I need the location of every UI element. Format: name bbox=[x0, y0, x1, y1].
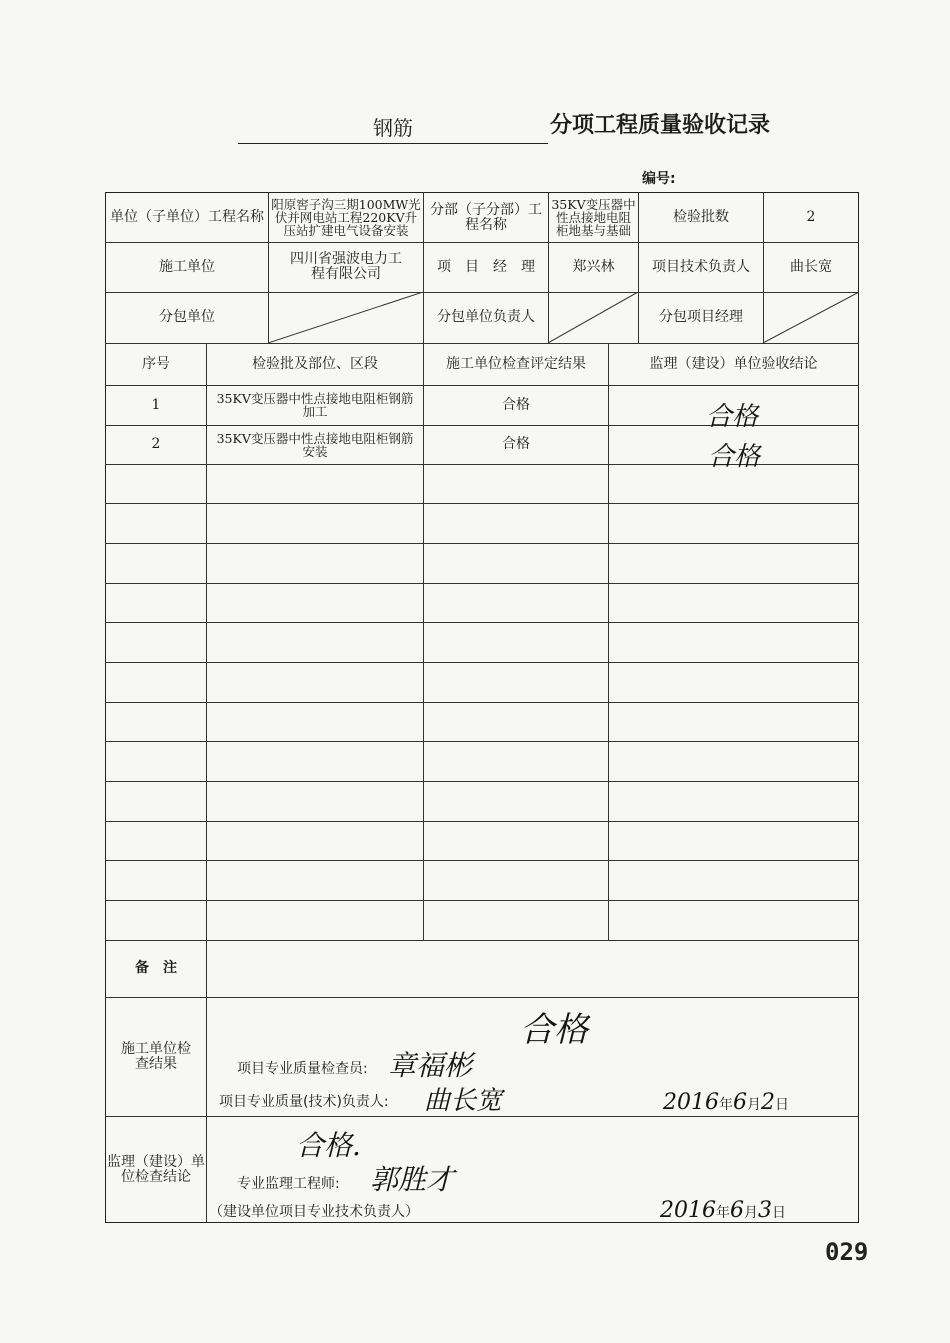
divider bbox=[638, 192, 639, 343]
divider bbox=[105, 583, 859, 584]
batch-count-value: 2 bbox=[806, 209, 816, 225]
remarks-label: 备 注 bbox=[135, 960, 177, 976]
unit-value: 阳原窖子沟三期100MW光伏并网电站工程220KV升压站扩建电气设备安装 bbox=[271, 197, 421, 238]
inspector-label: 项目专业质量检查员: bbox=[237, 1061, 368, 1077]
tech-lead-value: 曲长宽 bbox=[790, 258, 832, 275]
supervising-engineer-label: 专业监理工程师: bbox=[237, 1176, 340, 1192]
construction-date-day: 2 bbox=[761, 1090, 775, 1115]
supervision-date bbox=[660, 1198, 786, 1223]
divider bbox=[105, 503, 859, 504]
row-2-conclusion-handwritten: 合格 bbox=[708, 442, 761, 472]
column-header-no: 序号 bbox=[142, 356, 170, 372]
row-2-result: 合格 bbox=[502, 436, 530, 452]
divider bbox=[105, 741, 859, 742]
supervision-check-label: 监理（建设）单位检查结论 bbox=[107, 1153, 205, 1185]
supervision-date-year: 2016 bbox=[660, 1198, 716, 1223]
divider bbox=[105, 622, 859, 623]
sub-pm-label: 分包项目经理 bbox=[659, 309, 743, 325]
pm-label: 项 目 经 理 bbox=[437, 258, 535, 275]
divider bbox=[105, 543, 859, 544]
supervision-date-day: 3 bbox=[758, 1198, 772, 1223]
quality-lead-signature: 曲长宽 bbox=[424, 1086, 503, 1116]
serial-label: 编号: bbox=[642, 171, 676, 187]
subcontractor-label: 分包单位 bbox=[159, 309, 215, 325]
empty-cell-slash bbox=[268, 292, 423, 343]
column-header-part: 检验批及部位、区段 bbox=[252, 356, 378, 372]
owner-tech-lead-note: （建设单位项目专业技术负责人） bbox=[209, 1204, 419, 1220]
month-char: 月 bbox=[747, 1097, 761, 1113]
batch-count-label: 检验批数 bbox=[673, 209, 729, 225]
row-2-no: 2 bbox=[151, 436, 161, 452]
row-2-part: 35KV变压器中性点接地电阻柜钢筋安装 bbox=[216, 430, 414, 459]
divider bbox=[423, 192, 424, 343]
supervision-sign-mark: 合格. bbox=[296, 1129, 361, 1162]
year-char: 年 bbox=[716, 1205, 730, 1221]
divider bbox=[105, 900, 859, 901]
divider bbox=[105, 702, 859, 703]
page-number: 029 bbox=[825, 1238, 869, 1266]
contractor-value: 四川省强波电力工程有限公司 bbox=[290, 251, 402, 282]
row-1-result: 合格 bbox=[502, 396, 530, 413]
divider bbox=[206, 343, 207, 940]
construction-date bbox=[663, 1090, 789, 1115]
supervising-engineer-signature: 郭胜才 bbox=[370, 1163, 455, 1196]
division-label: 分部（子分部）工程名称 bbox=[430, 201, 542, 233]
subtitle-field: 钢筋 bbox=[238, 112, 548, 144]
inspector-signature: 章福彬 bbox=[388, 1049, 473, 1082]
construction-date-month: 6 bbox=[733, 1090, 747, 1115]
tech-lead-label: 项目技术负责人 bbox=[652, 258, 750, 275]
divider bbox=[105, 781, 859, 782]
divider bbox=[105, 343, 859, 344]
contractor-label: 施工单位 bbox=[159, 258, 215, 275]
divider bbox=[105, 940, 859, 941]
construction-date-year: 2016 bbox=[663, 1090, 719, 1115]
construction-check-label: 施工单位检查结果 bbox=[121, 1040, 191, 1072]
divider bbox=[206, 940, 207, 1223]
divider bbox=[423, 343, 424, 940]
day-char: 日 bbox=[775, 1097, 789, 1113]
divider bbox=[105, 821, 859, 822]
row-1-no: 1 bbox=[151, 396, 161, 413]
month-char: 月 bbox=[744, 1205, 758, 1221]
construction-sign-mark: 合格 bbox=[520, 1010, 588, 1050]
empty-cell-slash bbox=[763, 292, 859, 343]
divider bbox=[105, 860, 859, 861]
column-header-result: 施工单位检查评定结果 bbox=[446, 356, 586, 372]
division-value: 35KV变压器中性点接地电阻柜地基与基础 bbox=[551, 197, 636, 238]
year-char: 年 bbox=[719, 1097, 733, 1113]
row-1-part: 35KV变压器中性点接地电阻柜钢筋加工 bbox=[216, 391, 414, 419]
supervision-date-month: 6 bbox=[730, 1198, 744, 1223]
sub-lead-label: 分包单位负责人 bbox=[437, 309, 535, 325]
divider bbox=[608, 343, 609, 940]
day-char: 日 bbox=[772, 1205, 786, 1221]
empty-cell-slash bbox=[548, 292, 638, 343]
row-1-conclusion-handwritten: 合格 bbox=[706, 402, 759, 432]
column-header-conclusion: 监理（建设）单位验收结论 bbox=[649, 356, 818, 372]
page-title: 分项工程质量验收记录 bbox=[550, 113, 771, 138]
unit-label: 单位（子单位）工程名称 bbox=[110, 209, 264, 225]
divider bbox=[105, 662, 859, 663]
divider bbox=[105, 997, 859, 998]
quality-lead-label: 项目专业质量(技术)负责人: bbox=[219, 1094, 389, 1110]
pm-value: 郑兴林 bbox=[572, 258, 615, 275]
